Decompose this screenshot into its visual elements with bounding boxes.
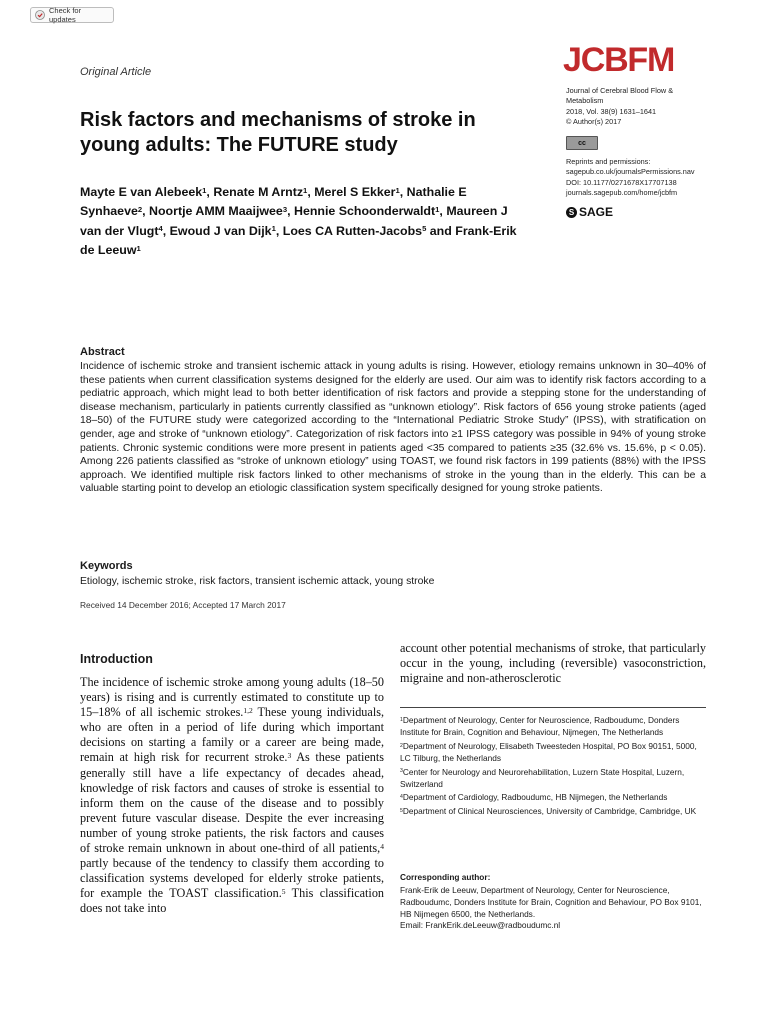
author-affiliation-ref: 1 <box>271 224 276 234</box>
publisher-name: SAGE <box>579 205 614 219</box>
article-title: Risk factors and mechanisms of stroke in young adults: The FUTURE study <box>80 109 476 156</box>
affiliation-number: 4 <box>400 794 403 801</box>
journal-citation: 2018, Vol. 38(9) 1631–1641 <box>566 106 657 116</box>
email-link[interactable]: FrankErik.deLeeuw@radboudumc.nl <box>425 920 561 931</box>
affiliation-item <box>400 741 706 765</box>
update-badge-icon <box>35 10 45 20</box>
affiliation-item <box>400 792 706 804</box>
affiliation-item <box>400 806 706 818</box>
intro-text-part: partly because of the tendency to classify them according to classification systems developed for elderly stroke patients, for example the TOAST classification. <box>80 856 384 901</box>
journal-link[interactable]: journals.sagepub.com/home/jcbfm <box>566 187 678 197</box>
intro-text-part: This classification does not take into <box>80 886 385 916</box>
email-label: Email: <box>400 920 426 931</box>
introduction-paragraph <box>80 675 384 917</box>
affiliation-divider <box>400 707 706 708</box>
author-affiliation-ref: 4 <box>158 224 163 234</box>
reprints-info <box>566 157 756 198</box>
author-affiliation-ref: 3 <box>282 204 288 214</box>
author-name[interactable]: Renate M Arntz <box>213 185 304 199</box>
author-list <box>80 183 530 261</box>
author-affiliation-ref: 1 <box>303 185 308 195</box>
author-separator: , <box>142 204 150 219</box>
affiliation-number: 5 <box>400 808 403 815</box>
doi[interactable]: DOI: 10.1177/0271678X17707138 <box>566 177 677 187</box>
author-name[interactable]: Mayte E van Alebeek <box>80 185 203 199</box>
corresponding-author-heading: Corresponding author: <box>400 872 491 882</box>
author-affiliation-ref: 5 <box>422 224 427 234</box>
citation-ref[interactable]: 1,2 <box>243 705 253 715</box>
keywords-text: Etiology, ischemic stroke, risk factors, transient ischemic attack, young stroke <box>80 576 435 587</box>
intro-text-part: The incidence of ischemic stroke among young adults (18–50 years) is rising and is currently estimated to constitute up to 15–18% of all ischemic strokes. <box>80 675 384 720</box>
keywords-heading: Keywords <box>80 560 133 572</box>
author-affiliation-ref: 1 <box>202 185 207 195</box>
author-separator: , <box>287 204 294 219</box>
author-separator: , <box>206 185 214 199</box>
affiliation-text: Department of Clinical Neurosciences, University of Cambridge, Cambridge, UK <box>402 806 697 817</box>
article-type: Original Article <box>80 66 152 78</box>
affiliation-text: Center for Neurology and Neurorehabilitation, Luzern State Hospital, Luzern, Switzerland <box>400 766 685 789</box>
sage-mark-icon: S <box>566 207 577 218</box>
affiliations <box>400 715 706 820</box>
journal-name-line2: Metabolism <box>566 96 604 106</box>
journal-name-line1: Journal of Cerebral Blood Flow & <box>566 86 674 95</box>
check-for-updates-label: Check for updates <box>49 6 82 24</box>
author-separator: , <box>307 185 315 199</box>
affiliation-text: Department of Neurology, Elisabeth Tweesteden Hospital, PO Box 90151, 5000, LC Tilburg, the Netherlands <box>400 740 697 763</box>
corresponding-author <box>400 885 706 932</box>
affiliation-item <box>400 715 706 739</box>
copyright: © Author(s) 2017 <box>566 116 622 126</box>
author-affiliation-ref: 1 <box>435 204 440 214</box>
author-name[interactable]: Frank-Erik de Leeuw <box>80 223 517 258</box>
author-name[interactable]: Maureen J van der Vlugt <box>80 204 508 238</box>
author-affiliation-ref: 1 <box>136 243 141 253</box>
creative-commons-license-icon[interactable] <box>566 136 598 150</box>
journal-meta <box>566 86 756 127</box>
author-name[interactable]: Noortje AMM Maaijwee <box>149 204 283 219</box>
author-name[interactable]: Loes CA Rutten-Jacobs <box>282 223 423 238</box>
author-name[interactable]: Merel S Ekker <box>314 185 396 199</box>
author-separator: , <box>162 223 170 238</box>
author-separator: , <box>439 204 447 219</box>
author-affiliation-ref: 2 <box>137 204 143 214</box>
corresponding-author-details: Frank-Erik de Leeuw, Department of Neurology, Center for Neuroscience, Radboudumc, Donders Institute for Brain, Cognition and Behaviour, PO Box 9101, HB Nijmegen 6500, the Netherlands. <box>400 885 702 919</box>
affiliation-text: Department of Neurology, Center for Neuroscience, Radboudumc, Donders Institute for Brain, Cognition and Behaviour, Nijmegen, The Netherlands <box>400 715 680 737</box>
affiliation-text: Department of Cardiology, Radboudumc, HB Nijmegen, the Netherlands <box>402 792 668 803</box>
affiliation-number: 3 <box>400 768 403 775</box>
introduction-heading: Introduction <box>80 652 153 666</box>
citation-ref[interactable]: 5 <box>281 886 286 896</box>
citation-ref[interactable]: 3 <box>287 751 292 761</box>
author-affiliation-ref: 1 <box>395 185 400 195</box>
affiliation-number: 2 <box>400 742 403 749</box>
license-badge-label: cc <box>578 139 586 147</box>
intro-text-part: As these patients generally still have a life expectancy of decades ahead, knowledge of risk factors and causes of stroke is essential to inform them on the cause of the disease and to possibly prevent future vascular disease. Despite the ever increasing number of young stroke patients, the risk factors and causes of stroke remain unknown in about one-third of all patients, <box>80 750 384 856</box>
affiliation-item <box>400 767 706 791</box>
author-name[interactable]: Hennie Schoonderwaldt <box>294 204 436 219</box>
author-name[interactable]: Ewoud J van Dijk <box>169 223 272 238</box>
citation-ref[interactable]: 4 <box>380 841 384 851</box>
author-separator: and <box>426 223 456 238</box>
journal-logo: JCBFM <box>563 41 675 79</box>
affiliation-number: 1 <box>400 716 403 723</box>
author-separator: , <box>275 223 283 238</box>
abstract-text: Incidence of ischemic stroke and transient ischemic attack in young adults is rising. However, etiology remains unknown in 30–40% of these patients when current classification systems designed for the elderly are used. Our aim was to identify risk factors according to a pediatric approach, which might lead to both better identification of risk factors and provide a stepping stone for the understanding of disease mechanism, particularly in patients currently classified as “unknown etiology”. Risk factors of 656 young stroke patients (aged 18–50) of the FUTURE study were categorized according to the “International Pediatric Stroke Study” (IPSS), with stratification on gender, age and stroke of “unknown etiology”. Categorization of risk factors into ≥1 IPSS category was possible in 94% of young stroke patients. Chronic systemic conditions were more present in patients aged <35 compared to patients ≥35 (32.6% vs. 15.6%, p < 0.05). Among 226 patients classified as “stroke of unknown etiology” using TOAST, we found risk factors in 199 patients (88%) with the IPSS approach. We identified multiple risk factors linked to other mechanisms of stroke in the young than in the elderly. This can be a valuable starting point to develop an etiologic classification system specifically designed for young stroke patients. <box>80 361 706 495</box>
intro-text-part: These young individuals, who are often in a period of life during which important decisions on starting a family or a career are being made, remain at high risk for recurrent stroke. <box>80 705 384 765</box>
reprints-label: Reprints and permissions: <box>566 157 651 166</box>
introduction-continuation: account other potential mechanisms of stroke, that particularly occur in the young, including (reversible) vasoconstriction, migraine and non-atherosclerotic <box>400 641 706 686</box>
author-name[interactable]: Nathalie E Synhaeve <box>80 185 467 219</box>
check-for-updates-button[interactable] <box>30 7 114 23</box>
received-dates: Received 14 December 2016; Accepted 17 March 2017 <box>80 600 286 610</box>
publisher-logo <box>566 205 613 219</box>
reprints-link[interactable]: sagepub.co.uk/journalsPermissions.nav <box>566 167 695 177</box>
author-separator: , <box>399 185 407 199</box>
abstract-heading: Abstract <box>80 346 125 358</box>
